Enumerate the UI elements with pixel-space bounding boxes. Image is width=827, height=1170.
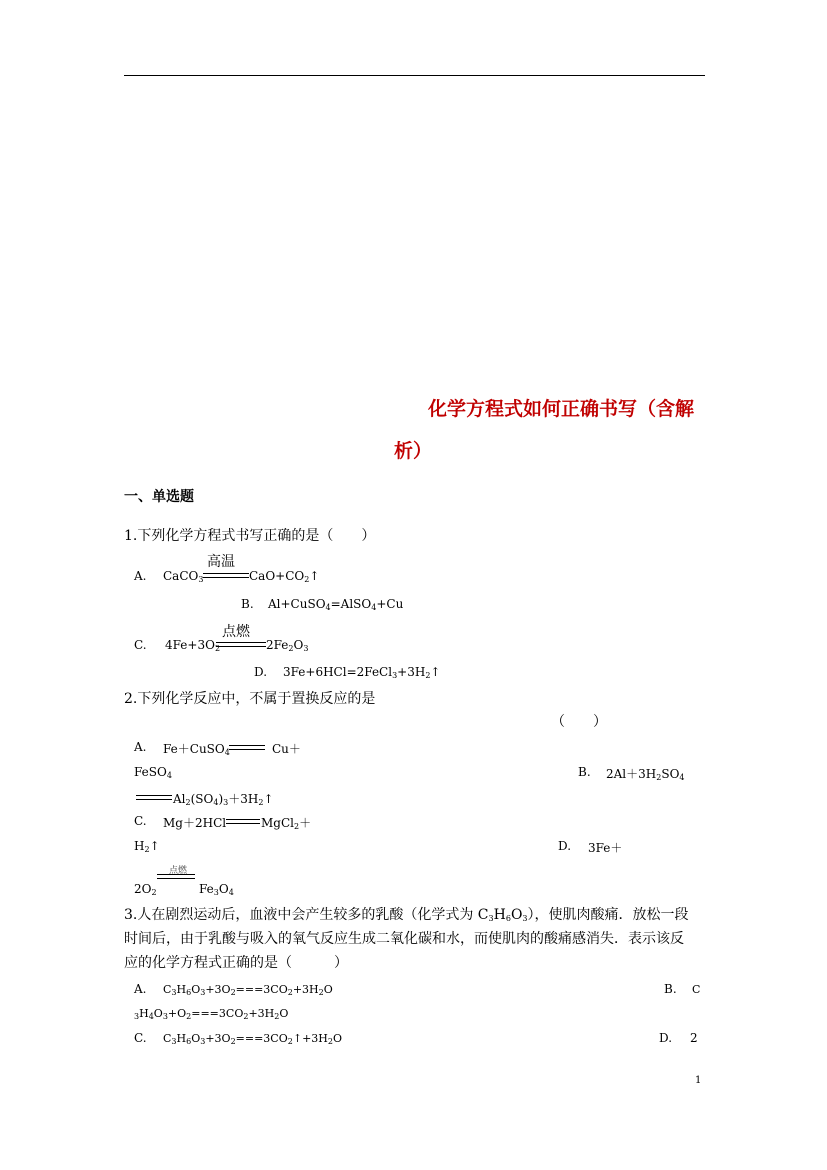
question-2-stem: 2.下列化学反应中，不属于置换反应的是 xyxy=(124,691,376,707)
formula: C xyxy=(692,983,701,996)
formula: $4Fe+3O_2$ xyxy=(165,638,221,653)
formula: $2Al+3H_2SO_4$ xyxy=(606,767,685,782)
equals-double-line xyxy=(226,819,260,824)
reaction-condition: 点燃 xyxy=(169,866,188,876)
formula: $2Fe_2O_3$ xyxy=(266,638,309,653)
formula: 2 xyxy=(690,1031,698,1045)
question-3-stem-line-1: 3.人在剧烈运动后，血液中会产生较多的乳酸（化学式为 $C_3H_6O_3$），使肌肉酸痛．放松一段 xyxy=(124,907,689,923)
question-1-stem: 1.下列化学方程式书写正确的是（ ） xyxy=(124,528,376,544)
section-heading: 一、单选题 xyxy=(124,489,194,505)
formula: $CaO+CO_2↑$ xyxy=(249,569,320,584)
option-label: D. xyxy=(558,839,572,853)
formula: $C_3H_6O_3+3O_2===3CO_2+3H_2O$ xyxy=(163,983,333,997)
option-label: A. xyxy=(134,740,147,754)
formula: $3Fe+6HCl=2FeCl_3+3H_2↑$ xyxy=(283,665,441,680)
formula: $Al_2(SO_4)_3+3H_2↑$ xyxy=(173,792,274,807)
formula: CaCO$_3$ xyxy=(163,569,204,584)
header-rule xyxy=(124,75,705,76)
formula: Cu＋ xyxy=(272,742,301,756)
equals-double-line xyxy=(229,745,265,750)
question-3-stem-line-3: 应的化学方程式正确的是（ ） xyxy=(124,955,348,971)
option-label: A. xyxy=(134,569,147,583)
formula: Al+CuSO$_4$=AlSO$_4$+Cu xyxy=(268,597,404,612)
option-label: B. xyxy=(578,765,591,779)
equals-double-line xyxy=(157,874,195,879)
answer-parentheses: （ ） xyxy=(551,714,607,730)
option-label: A. xyxy=(134,982,147,996)
question-3-stem-line-2: 时间后，由于乳酸与吸入的氧气反应生成二氧化碳和水，而使肌肉的酸痛感消失．表示该反 xyxy=(124,931,684,947)
formula: Mg＋2HCl xyxy=(163,816,227,830)
document-title: 化学方程式如何正确书写（含解 xyxy=(428,398,695,420)
option-label: C. xyxy=(134,1031,147,1045)
option-label: B. xyxy=(241,597,254,611)
formula: Fe＋CuSO$_4$ xyxy=(163,742,230,757)
option-label: B. xyxy=(664,982,677,996)
formula: $Fe_3O_4$ xyxy=(199,882,234,897)
page-number: 1 xyxy=(695,1075,702,1086)
equals-double-line xyxy=(216,642,266,647)
formula: 3Fe＋ xyxy=(588,841,623,855)
option-label: C. xyxy=(134,638,147,652)
formula: $2O_2$ xyxy=(134,882,157,897)
option-label: D. xyxy=(659,1031,673,1045)
formula: FeSO$_4$ xyxy=(134,765,172,780)
reaction-condition: 高温 xyxy=(207,554,235,570)
formula: $H_2↑$ xyxy=(134,839,160,854)
formula: MgCl$_2$＋ xyxy=(261,816,312,831)
option-label: C. xyxy=(134,814,147,828)
formula: $C_3H_6O_3+3O_2===3CO_2↑+3H_2O$ xyxy=(163,1032,342,1046)
equals-double-line xyxy=(136,795,172,800)
option-label: D. xyxy=(254,665,268,679)
equals-double-line xyxy=(203,573,249,578)
reaction-condition: 点燃 xyxy=(222,624,250,640)
formula: $_3H_4O_3+O_2===3CO_2+3H_2O$ xyxy=(134,1007,289,1021)
document-title-continued: 析） xyxy=(394,440,433,462)
